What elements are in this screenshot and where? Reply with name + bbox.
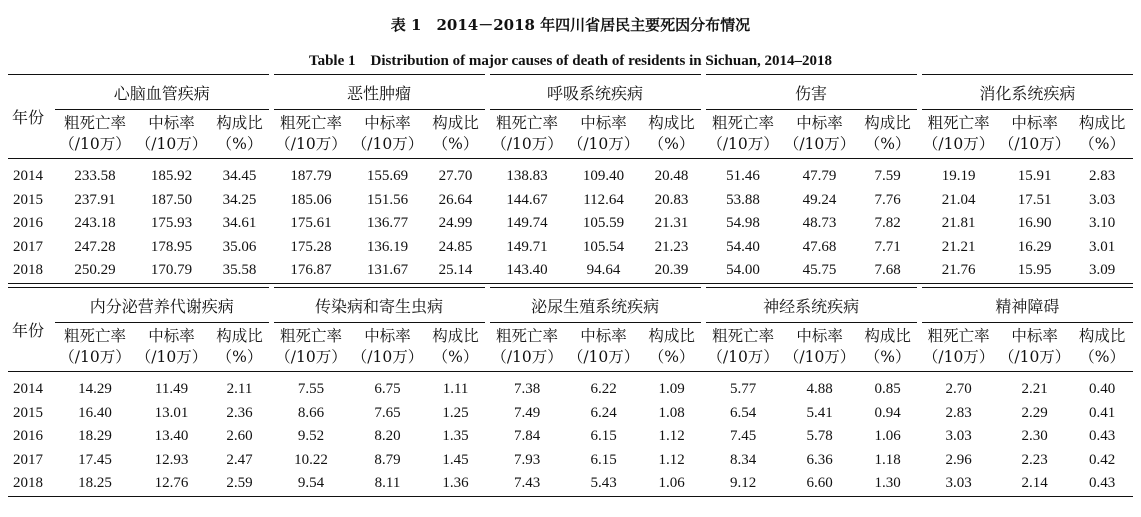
metric-label: 中标率 bbox=[364, 327, 411, 345]
metric-header bbox=[135, 323, 208, 372]
cause-header: 传染病和寄生虫病 bbox=[271, 288, 487, 323]
value-cell: 48.73 bbox=[802, 215, 837, 232]
metric-header bbox=[55, 323, 135, 372]
metric-label: 粗死亡率 bbox=[496, 114, 559, 132]
value-cell: 19.19 bbox=[941, 168, 976, 185]
year-cell: 2018 bbox=[8, 259, 55, 283]
value-cell: 16.40 bbox=[78, 404, 112, 421]
value-cell: 21.23 bbox=[654, 238, 689, 255]
year-cell: 2014 bbox=[13, 168, 43, 185]
value-cell: 3.01 bbox=[1088, 238, 1116, 255]
value-cell: 2.96 bbox=[945, 451, 972, 468]
value-cell: 16.29 bbox=[1017, 238, 1052, 255]
value-cell: 175.28 bbox=[290, 238, 332, 255]
value-cell: 21.31 bbox=[654, 215, 689, 232]
table-row bbox=[8, 449, 1133, 473]
metric-unit: （/10万） bbox=[783, 135, 856, 153]
value-cell: 17.51 bbox=[1017, 191, 1052, 208]
value-cell: 54.40 bbox=[726, 238, 760, 255]
metric-header bbox=[919, 323, 998, 372]
metric-label: 粗死亡率 bbox=[280, 114, 343, 132]
value-cell: 105.59 bbox=[582, 215, 625, 232]
cause-header: 消化系统疾病 bbox=[919, 75, 1133, 110]
metric-header bbox=[919, 110, 998, 159]
value-cell: 247.28 bbox=[74, 238, 116, 255]
value-cell: 243.18 bbox=[74, 215, 116, 232]
metric-label: 构成比 bbox=[648, 327, 695, 345]
value-cell: 7.49 bbox=[513, 404, 541, 421]
value-cell: 144.67 bbox=[506, 191, 548, 208]
metric-unit: （/10万） bbox=[135, 135, 208, 153]
metric-header bbox=[271, 110, 351, 159]
metric-label: 构成比 bbox=[648, 114, 695, 132]
metric-header bbox=[856, 323, 919, 372]
metric-unit: （%） bbox=[1079, 135, 1125, 153]
value-cell: 170.79 bbox=[135, 259, 208, 283]
value-cell: 1.18 bbox=[874, 451, 901, 468]
year-cell: 2018 bbox=[8, 472, 55, 496]
value-cell: 47.79 bbox=[802, 168, 837, 185]
year-cell: 2015 bbox=[13, 404, 43, 421]
value-cell: 3.09 bbox=[1071, 259, 1133, 283]
value-cell: 143.40 bbox=[487, 259, 567, 283]
metric-label: 粗死亡率 bbox=[927, 114, 990, 132]
value-cell: 18.29 bbox=[78, 428, 112, 445]
value-cell: 15.95 bbox=[998, 259, 1071, 283]
value-cell: 8.66 bbox=[297, 404, 325, 421]
value-cell: 34.61 bbox=[222, 215, 257, 232]
value-cell: 94.64 bbox=[567, 259, 640, 283]
metric-unit: （/10万） bbox=[275, 135, 347, 153]
value-cell: 47.68 bbox=[802, 238, 837, 255]
value-cell: 2.60 bbox=[226, 428, 253, 445]
metric-header bbox=[351, 323, 424, 372]
metric-label: 中标率 bbox=[580, 327, 627, 345]
metric-header bbox=[55, 110, 135, 159]
value-cell: 6.36 bbox=[806, 451, 833, 468]
value-cell: 138.83 bbox=[506, 168, 548, 185]
metric-unit: （/10万） bbox=[351, 348, 424, 366]
year-cell: 2016 bbox=[13, 428, 43, 445]
year-cell: 2016 bbox=[13, 215, 43, 232]
metric-label: 中标率 bbox=[796, 327, 843, 345]
metric-label: 中标率 bbox=[1011, 114, 1058, 132]
value-cell: 7.68 bbox=[856, 259, 919, 283]
value-cell: 35.58 bbox=[208, 259, 271, 283]
metric-unit: （%） bbox=[648, 348, 695, 366]
metric-unit: （/10万） bbox=[567, 135, 640, 153]
metric-header bbox=[135, 110, 208, 159]
metric-header bbox=[424, 323, 487, 372]
table-row bbox=[8, 402, 1133, 426]
metric-unit: （%） bbox=[648, 135, 695, 153]
metric-unit: （/10万） bbox=[135, 348, 208, 366]
value-cell: 20.39 bbox=[640, 259, 703, 283]
metric-header bbox=[487, 110, 567, 159]
metric-unit: （%） bbox=[864, 348, 911, 366]
value-cell: 2.30 bbox=[1021, 428, 1048, 445]
metric-label: 粗死亡率 bbox=[496, 327, 559, 345]
value-cell: 20.83 bbox=[654, 191, 689, 208]
value-cell: 2.47 bbox=[226, 451, 253, 468]
value-cell: 8.34 bbox=[729, 451, 757, 468]
cause-header: 内分泌营养代谢疾病 bbox=[55, 288, 271, 323]
value-cell: 2.23 bbox=[1021, 451, 1048, 468]
value-cell: 3.03 bbox=[919, 472, 998, 496]
value-cell: 149.74 bbox=[506, 215, 548, 232]
metric-label: 构成比 bbox=[432, 327, 479, 345]
value-cell: 8.11 bbox=[351, 472, 424, 496]
value-cell: 7.43 bbox=[487, 472, 567, 496]
value-cell: 5.43 bbox=[567, 472, 640, 496]
metric-unit: （/10万） bbox=[922, 348, 995, 366]
value-cell: 0.40 bbox=[1088, 381, 1116, 398]
value-cell: 0.41 bbox=[1088, 404, 1116, 421]
value-cell: 27.70 bbox=[438, 168, 473, 185]
value-cell: 17.45 bbox=[78, 451, 112, 468]
table-row bbox=[8, 212, 1133, 236]
value-cell: 1.08 bbox=[658, 404, 685, 421]
value-cell: 7.55 bbox=[297, 381, 325, 398]
mortality-table-panel-2 bbox=[8, 287, 1133, 497]
value-cell: 9.12 bbox=[703, 472, 783, 496]
value-cell: 34.25 bbox=[222, 191, 257, 208]
metric-label: 粗死亡率 bbox=[712, 327, 775, 345]
metric-label: 中标率 bbox=[580, 114, 627, 132]
value-cell: 6.15 bbox=[590, 451, 617, 468]
table-row bbox=[8, 425, 1133, 449]
value-cell: 2.70 bbox=[945, 381, 972, 398]
value-cell: 0.94 bbox=[874, 404, 901, 421]
table-row bbox=[8, 259, 1133, 283]
value-cell: 7.45 bbox=[729, 428, 757, 445]
value-cell: 1.30 bbox=[856, 472, 919, 496]
value-cell: 176.87 bbox=[271, 259, 351, 283]
value-cell: 7.71 bbox=[874, 238, 901, 255]
value-cell: 4.88 bbox=[806, 381, 833, 398]
metric-header bbox=[1071, 323, 1133, 372]
metric-unit: （/10万） bbox=[707, 135, 779, 153]
metric-header bbox=[271, 323, 351, 372]
value-cell: 250.29 bbox=[55, 259, 135, 283]
metric-header bbox=[783, 110, 856, 159]
value-cell: 10.22 bbox=[294, 451, 328, 468]
value-cell: 1.36 bbox=[424, 472, 487, 496]
metric-label: 粗死亡率 bbox=[280, 327, 343, 345]
metric-unit: （/10万） bbox=[491, 135, 563, 153]
value-cell: 13.40 bbox=[154, 428, 189, 445]
value-cell: 24.85 bbox=[438, 238, 473, 255]
value-cell: 178.95 bbox=[150, 238, 193, 255]
table-row bbox=[8, 189, 1133, 213]
metric-label: 中标率 bbox=[364, 114, 411, 132]
value-cell: 34.45 bbox=[222, 168, 257, 185]
value-cell: 21.76 bbox=[919, 259, 998, 283]
year-cell: 2015 bbox=[13, 191, 43, 208]
value-cell: 237.91 bbox=[74, 191, 116, 208]
metric-header-row bbox=[8, 323, 1133, 372]
value-cell: 54.98 bbox=[726, 215, 760, 232]
metric-unit: （/10万） bbox=[707, 348, 779, 366]
value-cell: 1.06 bbox=[640, 472, 703, 496]
metric-header bbox=[703, 323, 783, 372]
value-cell: 155.69 bbox=[366, 168, 409, 185]
value-cell: 175.61 bbox=[290, 215, 332, 232]
value-cell: 21.04 bbox=[941, 191, 976, 208]
value-cell: 12.76 bbox=[135, 472, 208, 496]
value-cell: 20.48 bbox=[654, 168, 689, 185]
table-row bbox=[8, 372, 1133, 402]
year-column-header: 年份 bbox=[8, 75, 55, 159]
metric-label: 构成比 bbox=[216, 114, 263, 132]
metric-header bbox=[783, 323, 856, 372]
value-cell: 2.59 bbox=[208, 472, 271, 496]
cause-header: 精神障碍 bbox=[919, 288, 1133, 323]
metric-unit: （/10万） bbox=[59, 348, 131, 366]
value-cell: 6.22 bbox=[590, 381, 617, 398]
value-cell: 2.14 bbox=[998, 472, 1071, 496]
value-cell: 7.38 bbox=[513, 381, 541, 398]
value-cell: 2.11 bbox=[226, 381, 253, 398]
metric-label: 构成比 bbox=[1078, 327, 1126, 345]
value-cell: 7.93 bbox=[513, 451, 541, 468]
metric-unit: （/10万） bbox=[491, 348, 563, 366]
cause-header: 心脑血管疾病 bbox=[55, 75, 271, 110]
value-cell: 7.59 bbox=[874, 168, 901, 185]
year-cell: 2017 bbox=[13, 451, 43, 468]
year-cell: 2017 bbox=[13, 238, 43, 255]
metric-label: 粗死亡率 bbox=[712, 114, 775, 132]
value-cell: 136.19 bbox=[366, 238, 409, 255]
cause-header: 神经系统疾病 bbox=[703, 288, 919, 323]
cause-group-header-row bbox=[8, 288, 1133, 323]
metric-header bbox=[567, 323, 640, 372]
value-cell: 16.90 bbox=[1017, 215, 1052, 232]
metric-unit: （%） bbox=[864, 135, 911, 153]
value-cell: 175.93 bbox=[150, 215, 193, 232]
metric-header bbox=[640, 110, 703, 159]
metric-label: 构成比 bbox=[864, 327, 911, 345]
value-cell: 6.54 bbox=[729, 404, 757, 421]
value-cell: 9.52 bbox=[297, 428, 325, 445]
value-cell: 12.93 bbox=[154, 451, 189, 468]
value-cell: 6.75 bbox=[374, 381, 401, 398]
year-cell: 2014 bbox=[13, 381, 43, 398]
table-row bbox=[8, 472, 1133, 496]
value-cell: 53.88 bbox=[726, 191, 760, 208]
table-row bbox=[8, 236, 1133, 260]
table-caption-chinese: 表 1 2014－2018 年四川省居民主要死因分布情况 bbox=[390, 16, 751, 34]
cause-header: 呼吸系统疾病 bbox=[487, 75, 703, 110]
value-cell: 0.43 bbox=[1088, 428, 1116, 445]
cause-header: 伤害 bbox=[703, 75, 919, 110]
metric-header bbox=[487, 323, 567, 372]
value-cell: 13.01 bbox=[154, 404, 189, 421]
mortality-table-panel-1 bbox=[8, 74, 1133, 284]
value-cell: 1.25 bbox=[442, 404, 469, 421]
value-cell: 5.41 bbox=[806, 404, 833, 421]
value-cell: 131.67 bbox=[351, 259, 424, 283]
metric-header bbox=[998, 110, 1071, 159]
value-cell: 109.40 bbox=[582, 168, 625, 185]
table-caption-english: Table 1 Distribution of major causes of death of residents in Sichuan, 2014–2018 bbox=[308, 53, 833, 69]
metric-header bbox=[1071, 110, 1133, 159]
value-cell: 2.83 bbox=[1088, 168, 1116, 185]
metric-header bbox=[208, 323, 271, 372]
metric-header bbox=[351, 110, 424, 159]
metric-label: 中标率 bbox=[148, 114, 195, 132]
metric-header bbox=[998, 323, 1071, 372]
value-cell: 112.64 bbox=[583, 191, 624, 208]
value-cell: 7.84 bbox=[513, 428, 541, 445]
table-row bbox=[8, 159, 1133, 189]
value-cell: 2.21 bbox=[1021, 381, 1048, 398]
value-cell: 35.06 bbox=[222, 238, 257, 255]
value-cell: 6.15 bbox=[590, 428, 617, 445]
metric-unit: （%） bbox=[1079, 348, 1125, 366]
value-cell: 6.24 bbox=[590, 404, 617, 421]
metric-unit: （%） bbox=[216, 348, 263, 366]
value-cell: 1.35 bbox=[442, 428, 469, 445]
metric-label: 构成比 bbox=[864, 114, 911, 132]
value-cell: 8.20 bbox=[374, 428, 401, 445]
cause-group-header-row bbox=[8, 75, 1133, 110]
metric-unit: （/10万） bbox=[351, 135, 424, 153]
metric-label: 中标率 bbox=[1011, 327, 1058, 345]
value-cell: 187.50 bbox=[150, 191, 193, 208]
metric-label: 粗死亡率 bbox=[63, 114, 126, 132]
metric-header-row bbox=[8, 110, 1133, 159]
value-cell: 8.79 bbox=[374, 451, 401, 468]
value-cell: 5.77 bbox=[729, 381, 757, 398]
value-cell: 105.54 bbox=[582, 238, 625, 255]
value-cell: 7.76 bbox=[874, 191, 901, 208]
metric-header bbox=[567, 110, 640, 159]
metric-header bbox=[424, 110, 487, 159]
metric-header bbox=[856, 110, 919, 159]
value-cell: 151.56 bbox=[366, 191, 409, 208]
value-cell: 185.92 bbox=[150, 168, 193, 185]
value-cell: 7.82 bbox=[874, 215, 901, 232]
metric-unit: （/10万） bbox=[998, 348, 1071, 366]
value-cell: 2.29 bbox=[1021, 404, 1048, 421]
metric-unit: （/10万） bbox=[567, 348, 640, 366]
value-cell: 1.12 bbox=[658, 428, 685, 445]
value-cell: 24.99 bbox=[438, 215, 473, 232]
value-cell: 185.06 bbox=[290, 191, 332, 208]
cause-header: 恶性肿瘤 bbox=[271, 75, 487, 110]
metric-header bbox=[703, 110, 783, 159]
metric-unit: （%） bbox=[432, 348, 479, 366]
metric-header bbox=[640, 323, 703, 372]
metric-unit: （/10万） bbox=[59, 135, 131, 153]
value-cell: 1.09 bbox=[658, 381, 685, 398]
metric-header bbox=[208, 110, 271, 159]
value-cell: 1.11 bbox=[442, 381, 469, 398]
metric-label: 构成比 bbox=[432, 114, 479, 132]
metric-label: 中标率 bbox=[148, 327, 195, 345]
metric-unit: （/10万） bbox=[922, 135, 995, 153]
value-cell: 26.64 bbox=[438, 191, 473, 208]
metric-label: 中标率 bbox=[796, 114, 843, 132]
metric-unit: （/10万） bbox=[783, 348, 856, 366]
value-cell: 0.42 bbox=[1088, 451, 1116, 468]
value-cell: 18.25 bbox=[55, 472, 135, 496]
value-cell: 14.29 bbox=[78, 381, 112, 398]
value-cell: 15.91 bbox=[1017, 168, 1052, 185]
value-cell: 2.83 bbox=[945, 404, 972, 421]
value-cell: 187.79 bbox=[290, 168, 332, 185]
value-cell: 11.49 bbox=[154, 381, 189, 398]
metric-unit: （/10万） bbox=[275, 348, 347, 366]
value-cell: 1.45 bbox=[442, 451, 469, 468]
value-cell: 45.75 bbox=[783, 259, 856, 283]
metric-unit: （%） bbox=[432, 135, 479, 153]
value-cell: 7.65 bbox=[374, 404, 401, 421]
value-cell: 3.03 bbox=[945, 428, 972, 445]
value-cell: 6.60 bbox=[783, 472, 856, 496]
metric-label: 粗死亡率 bbox=[927, 327, 990, 345]
value-cell: 1.12 bbox=[658, 451, 685, 468]
value-cell: 136.77 bbox=[366, 215, 409, 232]
value-cell: 25.14 bbox=[424, 259, 487, 283]
value-cell: 0.43 bbox=[1071, 472, 1133, 496]
value-cell: 49.24 bbox=[802, 191, 837, 208]
value-cell: 2.36 bbox=[226, 404, 253, 421]
value-cell: 21.21 bbox=[941, 238, 976, 255]
metric-unit: （%） bbox=[216, 135, 263, 153]
value-cell: 9.54 bbox=[271, 472, 351, 496]
value-cell: 51.46 bbox=[726, 168, 760, 185]
metric-label: 粗死亡率 bbox=[63, 327, 126, 345]
value-cell: 1.06 bbox=[874, 428, 901, 445]
metric-unit: （/10万） bbox=[998, 135, 1071, 153]
value-cell: 54.00 bbox=[703, 259, 783, 283]
value-cell: 3.03 bbox=[1088, 191, 1116, 208]
metric-label: 构成比 bbox=[216, 327, 263, 345]
value-cell: 5.78 bbox=[806, 428, 833, 445]
value-cell: 0.85 bbox=[874, 381, 901, 398]
metric-label: 构成比 bbox=[1078, 114, 1126, 132]
value-cell: 3.10 bbox=[1088, 215, 1116, 232]
cause-header: 泌尿生殖系统疾病 bbox=[487, 288, 703, 323]
value-cell: 21.81 bbox=[941, 215, 976, 232]
value-cell: 233.58 bbox=[74, 168, 116, 185]
value-cell: 149.71 bbox=[506, 238, 548, 255]
year-column-header: 年份 bbox=[8, 288, 55, 372]
